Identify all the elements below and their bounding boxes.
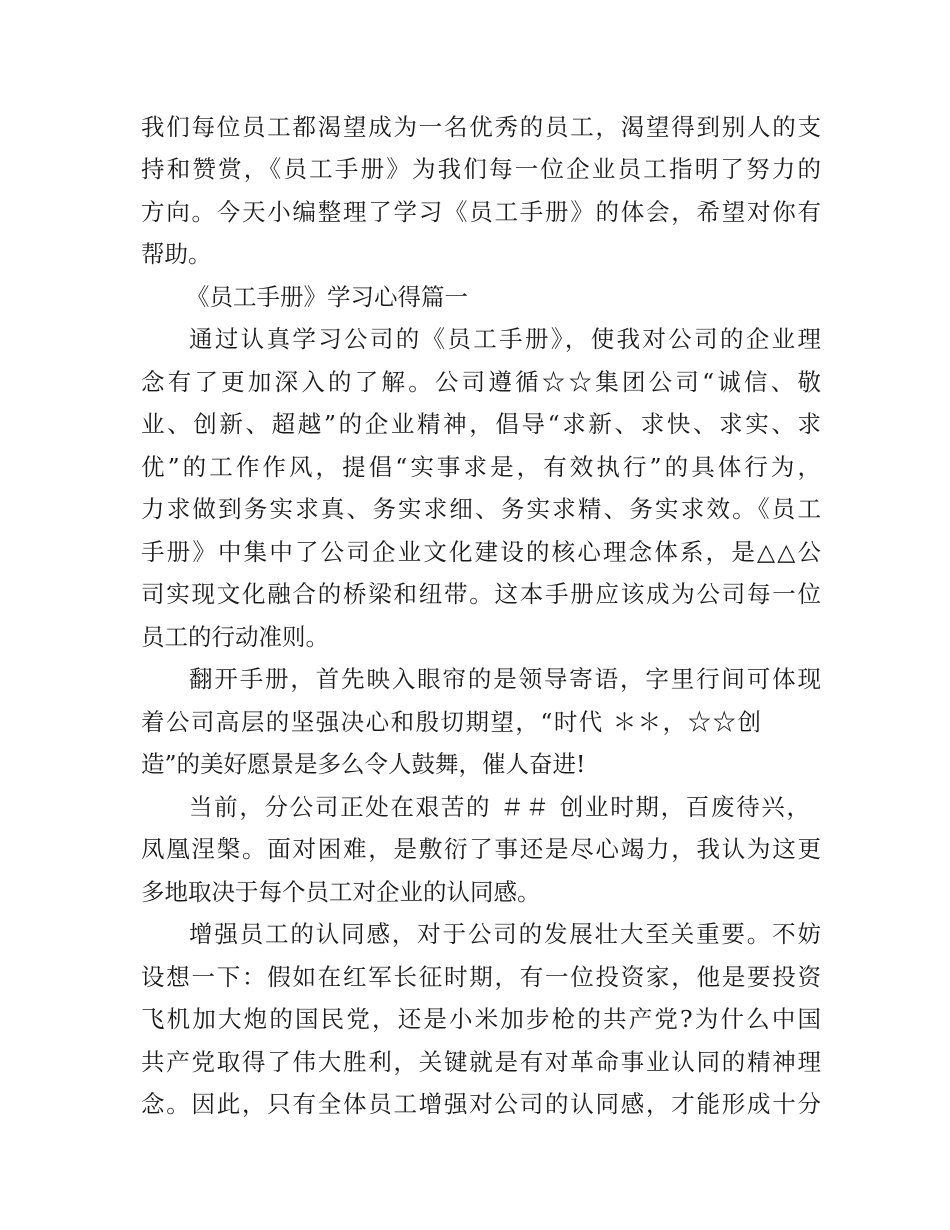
text-line: 手册》中集中了公司企业文化建设的核心理念体系，是△△公 [141,538,821,566]
text-line: 念。因此，只有全体员工增强对公司的认同感，才能形成十分 [141,1090,821,1118]
text-line: 业、创新、超越”的企业精神，倡导“求新、求快、求实、求 [141,410,821,438]
section-heading: 《员工手册》学习心得篇一 [186,283,468,311]
text-line: 多地取决于每个员工对企业的认同感。 [141,878,541,906]
text-line: 设想一下：假如在红军长征时期，有一位投资家，他是要投资 [141,963,821,991]
text-line: 当前，分公司正处在艰苦的 ＃＃ 创业时期，百废待兴， [189,793,810,821]
text-line: 帮助。 [141,240,212,268]
text-line: 凤凰涅槃。面对困难，是敷衍了事还是尽心竭力，我认为这更 [141,835,821,863]
text-line: 我们每位员工都渴望成为一名优秀的员工，渴望得到别人的支 [141,113,821,141]
text-line: 司实现文化融合的桥梁和纽带。这本手册应该成为公司每一位 [141,580,821,608]
text-line: 增强员工的认同感，对于公司的发展壮大至关重要。不妨 [189,920,821,948]
text-line: 飞机加大炮的国民党，还是小米加步枪的共产党?为什么中国 [141,1005,821,1033]
text-line: 方向。今天小编整理了学习《员工手册》的体会，希望对你有 [141,198,821,226]
text-line: 力求做到务实求真、务实求细、务实求精、务实求效。《员工 [141,495,821,523]
text-line: 造”的美好愿景是多么令人鼓舞，催人奋进! [141,750,586,778]
text-line: 着公司高层的坚强决心和殷切期望，“时代 ＊＊，☆☆创 [141,708,761,736]
text-line: 共产党取得了伟大胜利，关键就是有对革命事业认同的精神理 [141,1048,821,1076]
text-line: 念有了更加深入的了解。公司遵循☆☆集团公司“诚信、敬 [141,368,821,396]
text-line: 员工的行动准则。 [141,623,329,651]
text-line: 通过认真学习公司的《员工手册》，使我对公司的企业理 [189,325,821,353]
text-line: 翻开手册，首先映入眼帘的是领导寄语，字里行间可体现 [189,665,821,693]
text-line: 优”的工作作风，提倡“实事求是，有效执行”的具体行为， [141,453,821,481]
text-line: 持和赞赏，《员工手册》为我们每一位企业员工指明了努力的 [141,155,821,183]
